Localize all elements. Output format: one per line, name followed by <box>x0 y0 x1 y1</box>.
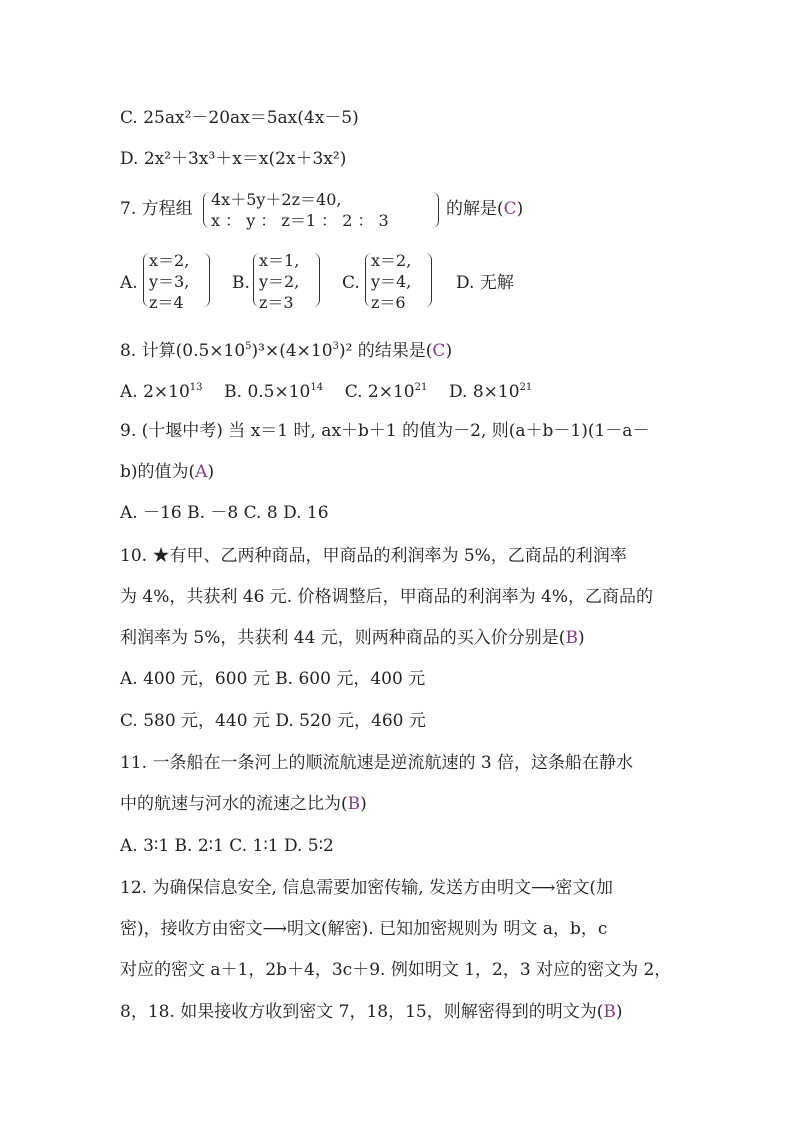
q10-stem-line2: 为 4%，共获利 46 元. 价格调整后，甲商品的利润率为 4%，乙商品的 <box>120 587 653 607</box>
q7-answer: C <box>503 199 517 219</box>
q6-option-d: D. 2x²＋3x³＋x＝x(2x＋3x²) <box>120 149 347 169</box>
q7-option-b <box>259 250 299 313</box>
q8-answer: C <box>432 341 446 361</box>
q7-option-c-z: z＝6 <box>371 293 406 312</box>
q9-stem-line1: 9. (十堰中考) 当 x＝1 时, ax＋b＋1 的值为－2, 则(a＋b－1)(1－a－ <box>120 421 650 441</box>
q11-stem-line1: 11. 一条船在一条河上的顺流航速是逆流航速的 3 倍，这条船在静水 <box>120 753 634 773</box>
q7-equation-system <box>211 189 389 231</box>
q7-prefix: 7. 方程组 <box>120 199 193 219</box>
system-left-brace <box>203 192 210 228</box>
q7-option-c-y: y＝4, <box>371 272 412 291</box>
q7-option-b-z: z＝3 <box>259 293 294 312</box>
q8-option-d: D. $8\times 10^{21}$ <box>448 382 533 402</box>
q11-stem-line2: 中的航速与河水的流速之比为(B) <box>120 794 367 814</box>
option-b-paren <box>313 253 320 307</box>
q10-stem-line3: 利润率为 5%，共获利 44 元，则两种商品的买入价分别是(B) <box>120 628 585 648</box>
q12-stem-line4: 8，18. 如果接收方收到密文 7，18，15，则解密得到的明文为(B) <box>120 1002 623 1022</box>
q7-equation-2: x ： y ： z＝1 ： 2 ： 3 <box>211 211 389 230</box>
q7-option-a-label: A. <box>120 273 138 293</box>
q12-answer: B <box>603 1002 616 1022</box>
system-right-paren <box>432 192 439 228</box>
option-a-paren <box>203 253 210 307</box>
q7-suffix: 的解是(C) <box>446 199 524 219</box>
q7-option-a-x: x＝2, <box>149 251 190 270</box>
q10-stem-line1: 10. ★有甲、乙两种商品，甲商品的利润率为 5%，乙商品的利润率 <box>120 546 627 566</box>
q8-stem: 8. 计算$(0.5\times 10^5)^3\times(4\times 10^3)^2$ 的结果是(C) <box>120 341 453 361</box>
q6-option-c: C. 25ax²－20ax＝5ax(4x－5) <box>120 108 359 128</box>
q7-equation-1: 4x＋5y＋2z＝40, <box>211 190 342 209</box>
q7-option-b-label: B. <box>232 273 250 293</box>
q12-stem-line1: 12. 为确保信息安全, 信息需要加密传输, 发送方由明文⟶密文(加 <box>120 878 614 898</box>
q9-options: A. －16 B. －8 C. 8 D. 16 <box>120 503 329 523</box>
q7-option-d: D. 无解 <box>456 273 514 293</box>
q10-options-ab: A. 400 元，600 元 B. 600 元，400 元 <box>120 669 426 689</box>
q8-options <box>120 377 532 403</box>
q8-option-a: A. $2\times 10^{13}$ <box>120 382 203 402</box>
q7-option-c-x: x＝2, <box>371 251 412 270</box>
q7-option-c-label: C. <box>342 273 360 293</box>
q7-option-c <box>371 250 411 313</box>
q12-stem-line3: 对应的密文 a＋1，2b＋4，3c＋9. 例如明文 1，2，3 对应的密文为 2， <box>120 960 672 980</box>
q8-option-c: C. $2\times 10^{21}$ <box>344 382 428 402</box>
q7-option-a-y: y＝3, <box>149 272 190 291</box>
q10-answer: B <box>565 628 578 648</box>
q7-option-b-y: y＝2, <box>259 272 300 291</box>
q8-option-b: B. $0.5\times 10^{14}$ <box>224 382 324 402</box>
q7-option-a <box>149 250 189 313</box>
option-c-paren <box>425 253 432 307</box>
q10-options-cd: C. 580 元，440 元 D. 520 元，460 元 <box>120 711 426 731</box>
q9-stem-line2: b)的值为(A) <box>120 462 215 482</box>
q9-answer: A <box>195 462 208 482</box>
q11-answer: B <box>347 794 361 814</box>
q11-options: A. 3∶1 B. 2∶1 C. 1∶1 D. 5∶2 <box>120 836 334 856</box>
q7-option-b-x: x＝1, <box>259 251 300 270</box>
q12-stem-line2: 密)，接收方由密文⟶明文(解密). 已知加密规则为 明文 a，b，c <box>120 919 608 939</box>
q7-option-a-z: z＝4 <box>149 293 184 312</box>
